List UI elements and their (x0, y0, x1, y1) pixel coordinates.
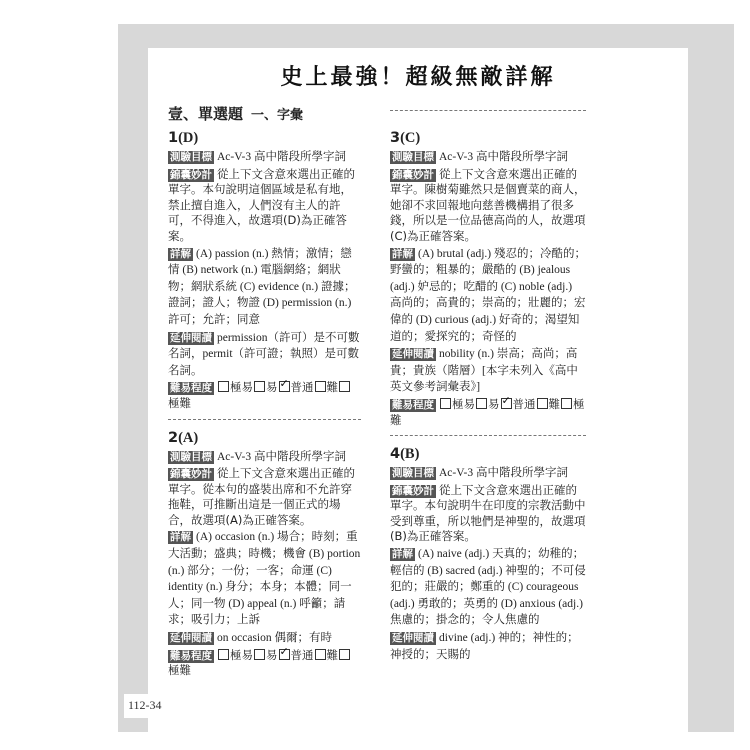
detail-tag: 詳解 (170, 531, 191, 544)
detail-tag: 詳解 (392, 548, 413, 561)
extension-block (390, 346, 586, 396)
page-title: 史上最強！超級無敵詳解 (280, 65, 556, 90)
difficulty-tag: 難易程度 (170, 382, 212, 395)
extension-text: permission（許可）是不可數名詞，permit（許可證；執照）是可數名詞。 (168, 331, 360, 377)
difficulty-option-label: 極易 (452, 396, 475, 411)
extension-tag: 延伸閱讀 (392, 632, 434, 645)
tip-block (390, 483, 586, 545)
difficulty-option-label: 難 (326, 380, 338, 395)
checkbox-icon (279, 381, 290, 392)
question-number: 3(C) (390, 130, 421, 146)
question-number: 1(D) (168, 130, 199, 146)
tip-block (168, 167, 361, 245)
detail-block (390, 246, 586, 346)
question-number: 2(A) (168, 429, 199, 446)
goal-block (168, 149, 361, 166)
checkbox-icon (339, 649, 350, 660)
difficulty-option-label: 易 (266, 647, 278, 662)
detail-block (168, 246, 361, 329)
difficulty-block (390, 397, 586, 428)
checkbox-icon (561, 398, 572, 409)
extension-tag: 延伸閱讀 (170, 632, 212, 645)
tip-text: 從上下文含意來選出正確的單字。本句說明牛在印度的宗教活動中受到尊重，所以牠們是神聖的，故選項(B)為正確答案。 (390, 482, 586, 544)
goal-text: Ac-V-3 高中階段所學字詞 (439, 151, 568, 163)
detail-text: (A) naive (adj.) 天真的；幼稚的；輕信的 (B) sacred (adj.) 神聖的；不可侵犯的；莊嚴的；鄭重的 (C) courageous (adj.) 勇敢的；英勇的 (D) anxious (adj.) 焦慮的；掛念的；令人焦慮的 (390, 548, 586, 627)
difficulty-option-label: 極難 (168, 663, 191, 678)
checkbox-icon (537, 398, 548, 409)
checkbox-icon (254, 649, 265, 660)
extension-text: divine (adj.) 神的；神性的；神授的；天賜的 (390, 632, 579, 661)
difficulty-option-label: 極易 (230, 647, 253, 662)
checkbox-icon (254, 381, 265, 392)
difficulty-option-label: 普通 (512, 396, 536, 411)
goal-tag: 測驗目標 (170, 450, 212, 463)
difficulty-option-label: 難 (548, 396, 560, 411)
checkbox-icon (440, 398, 451, 409)
divider (390, 110, 586, 111)
goal-text: Ac-V-3 高中階段所學字詞 (217, 450, 346, 463)
difficulty-option-label: 極易 (230, 380, 253, 395)
detail-tag: 詳解 (392, 247, 413, 260)
difficulty-option-label: 極難 (168, 395, 191, 410)
checkbox-icon (501, 398, 512, 409)
difficulty-block (168, 380, 361, 411)
difficulty-option-label: 易 (488, 396, 500, 411)
tip-text: 從上下文含意來選出正確的單字。從本句的盛裝出席和不允許穿拖鞋，可推斷出這是一個正式的場合，故選項(A)為正確答案。 (168, 466, 355, 527)
tip-tag: 錦囊妙計 (392, 168, 434, 181)
extension-block (168, 630, 361, 647)
checkbox-icon (476, 398, 487, 409)
section-title: 壹、單選題 (168, 105, 244, 123)
tip-block (390, 167, 586, 245)
checkbox-icon (218, 381, 229, 392)
goal-block (168, 449, 361, 466)
difficulty-block (168, 648, 361, 679)
difficulty-option-label: 普通 (290, 647, 314, 662)
difficulty-option-label: 普通 (290, 380, 314, 395)
tip-tag: 錦囊妙計 (392, 484, 434, 497)
difficulty-option-label: 難 (326, 647, 338, 662)
extension-tag: 延伸閱讀 (392, 348, 434, 361)
extension-tag: 延伸閱讀 (170, 331, 212, 344)
section-heading (168, 103, 303, 124)
detail-block (168, 529, 361, 629)
tip-text: 從上下文含意來選出正確的單字。本句說明這個區域是私有地，禁止擅自進入，人們沒有主人的許可，不得進入，故選項(D)為正確答案。 (168, 166, 355, 243)
detail-text: (A) passion (n.) 熱情；激情；戀情 (B) network (n.) 電腦網絡；網狀物；網狀系統 (C) evidence (n.) 證據；證詞；證人；物證 (D) permission (n.) 許可；允許；同意 (168, 247, 356, 326)
tip-tag: 錦囊妙計 (170, 468, 212, 481)
tip-tag: 錦囊妙計 (170, 168, 212, 181)
goal-text: Ac-V-3 高中階段所學字詞 (439, 467, 568, 480)
goal-tag: 測驗目標 (170, 151, 212, 163)
goal-tag: 測驗目標 (392, 151, 434, 163)
checkbox-icon (339, 381, 350, 392)
tip-text: 從上下文含意來選出正確的單字。陳樹菊雖然只是個賣菜的商人，她卻不求回報地向慈善機構捐了很多錢，所以是一位品德高尚的人，故選項(C)為正確答案。 (390, 166, 586, 243)
checkbox-icon (315, 381, 326, 392)
extension-block (390, 630, 586, 663)
goal-text: Ac-V-3 高中階段所學字詞 (217, 151, 346, 163)
tip-block (168, 466, 361, 528)
difficulty-option-label: 易 (266, 380, 278, 395)
detail-tag: 詳解 (170, 247, 191, 260)
checkbox-icon (218, 649, 229, 660)
section-subtitle: 一、字彙 (251, 108, 304, 123)
page-number: 112-34 (128, 698, 162, 712)
detail-text: (A) brutal (adj.) 殘忍的；冷酷的；野蠻的；粗暴的；嚴酷的 (B) jealous (adj.) 妒忌的；吃醋的 (C) noble (adj.) 高尚的；高貴的；崇高的；壯麗的；宏偉的 (D) curious (adj.) 好奇的；渴望知道的；愛探究的；奇怪的 (390, 247, 586, 343)
question-number: 4(B) (390, 446, 420, 463)
left-column (168, 126, 361, 680)
difficulty-option-label: 極難 (390, 396, 585, 427)
goal-block (390, 465, 586, 482)
right-column (390, 126, 586, 664)
difficulty-tag: 難易程度 (392, 398, 434, 411)
goal-block (390, 149, 586, 166)
checkbox-icon (315, 649, 326, 660)
goal-tag: 測驗目標 (392, 467, 434, 480)
extension-text: on occasion 偶爾；有時 (217, 632, 332, 645)
detail-text: (A) occasion (n.) 場合；時刻；重大活動；盛典；時機；機會 (B) portion (n.) 部分；一份；一客；命運 (C) identity (n.) 身分；本身；本體；同一人；同一物 (D) appeal (n.) 呼籲；請求；吸引力；上訴 (168, 531, 361, 627)
difficulty-tag: 難易程度 (170, 649, 212, 662)
detail-block (390, 546, 586, 629)
extension-block (168, 330, 361, 380)
checkbox-icon (279, 649, 290, 660)
extension-text: nobility (n.) 崇高；高尚；高貴；貴族（階層）[本字未列入《高中英文參考詞彙表》] (390, 348, 578, 394)
